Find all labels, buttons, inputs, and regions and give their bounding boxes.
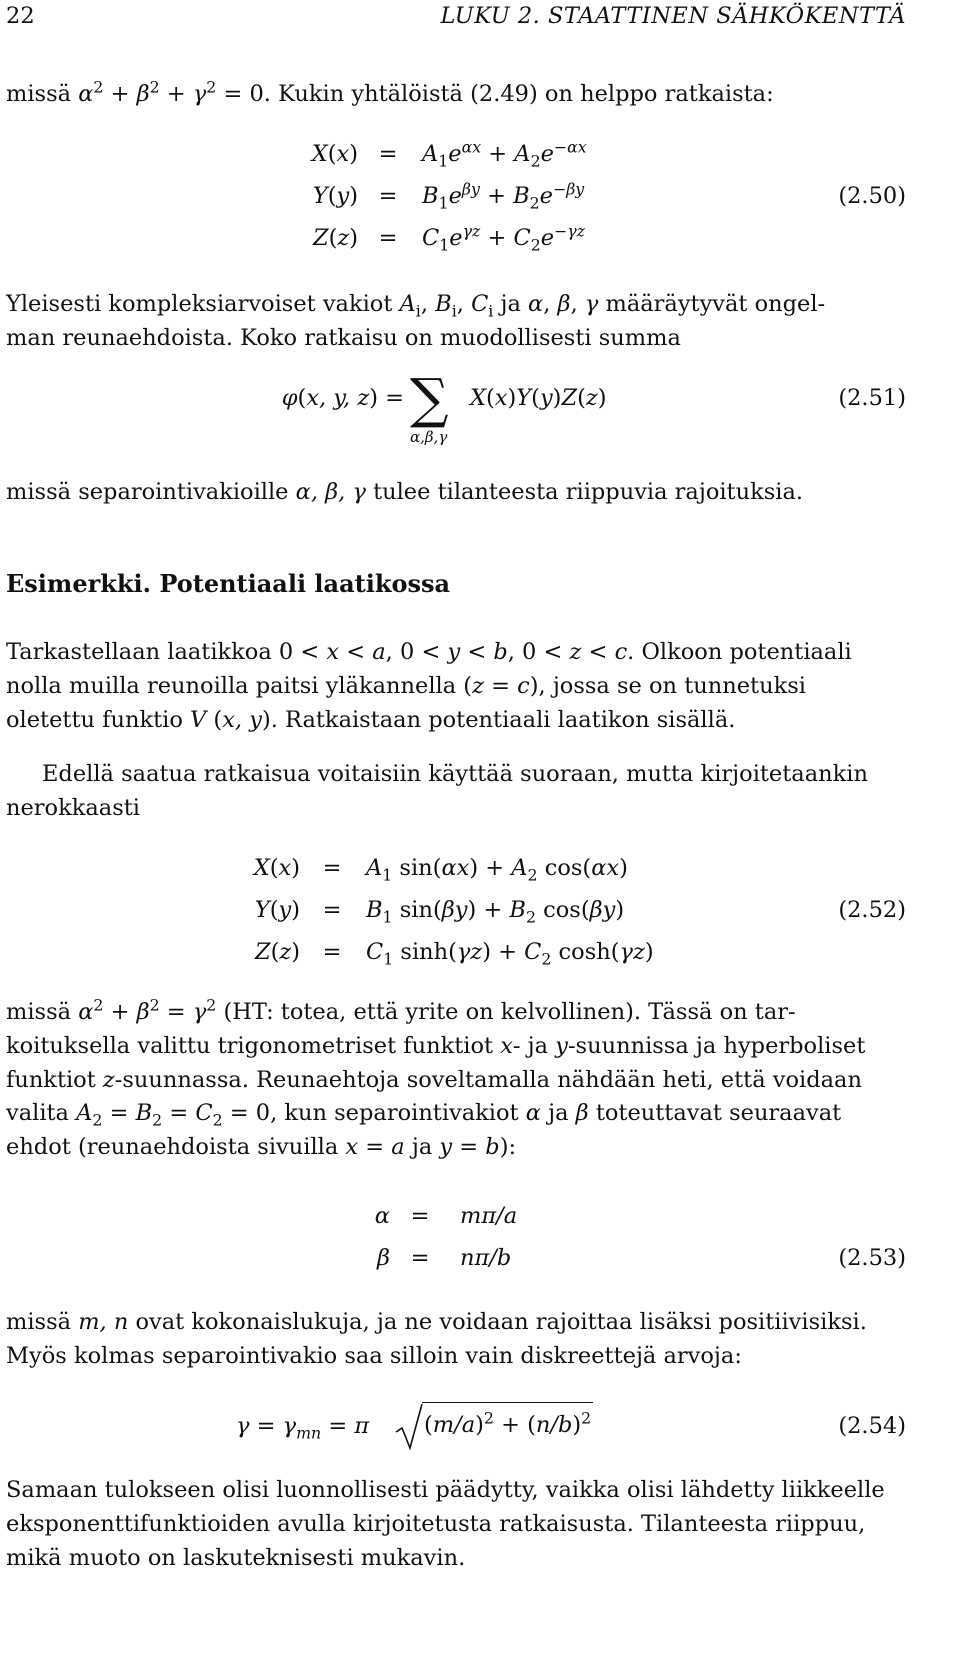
equation-relation: = bbox=[410, 1245, 430, 1271]
example-title: Esimerkki. Potentiaali laatikossa bbox=[6, 569, 451, 598]
text-line: missä separointivakioille α, β, γ tulee tilanteesta riippuvia rajoituksia. bbox=[6, 479, 804, 505]
equation-number: (2.53) bbox=[838, 1245, 906, 1271]
paragraph-separation bbox=[6, 476, 906, 510]
text-line: man reunaehdoista. Koko ratkaisu on muodollisesti summa bbox=[6, 324, 681, 351]
equation-2-51 bbox=[0, 367, 906, 456]
equation-row bbox=[0, 894, 906, 934]
text-line: Tarkastellaan laatikkoa 0 < x < a, 0 < y < b, 0 < z < c. Olkoon potentiaali bbox=[6, 639, 852, 665]
equation-row bbox=[0, 138, 906, 178]
equation-2-50 bbox=[0, 138, 906, 278]
running-header bbox=[6, 0, 906, 40]
equation-relation: = bbox=[322, 897, 342, 923]
text-line: funktiot z-suunnassa. Reunaehtoja soveltamalla nähdään heti, että voidaan bbox=[6, 1066, 862, 1093]
text-line: valita $A_2 = B_2 = C_2 = 0$, kun separointivakiot α ja β toteuttavat seuraavat bbox=[6, 1100, 842, 1130]
equation-lhs: $\gamma = \gamma_{mn} = \pi$ bbox=[236, 1413, 370, 1443]
text-line: Yleisesti kompleksiarvoiset vakiot $A_i$, $B_i$, $C_i$ ja α, β, γ määräytyvät ongel- bbox=[6, 291, 826, 321]
text-line: Samaan tulokseen olisi luonnollisesti päädytty, vaikka olisi lähdetty liikkeelle bbox=[6, 1477, 885, 1503]
text-line: missä m, n ovat kokonaislukuja, ja ne voidaan rajoittaa lisäksi positiivisiksi. bbox=[6, 1309, 867, 1335]
equation-lhs: φ(x, y, z) = bbox=[281, 385, 404, 411]
text-line: missä $\alpha^2 + \beta^2 = \gamma^2$ (HT: totea, että yrite on kelvollinen). Tässä on tar- bbox=[6, 995, 796, 1025]
equation-lhs: Z(z) bbox=[312, 225, 358, 251]
summation-index: α,β,γ bbox=[410, 428, 448, 446]
equation-rhs: $C_1e^{\gamma z} + C_2e^{-\gamma z}$ bbox=[422, 221, 585, 255]
equation-rhs: nπ/b bbox=[460, 1245, 512, 1271]
equation-row bbox=[0, 936, 906, 976]
paragraph-integers bbox=[6, 1306, 906, 1374]
equation-rhs: mπ/a bbox=[460, 1203, 518, 1229]
equation-rhs: $B_1e^{\beta y} + B_2e^{-\beta y}$ bbox=[422, 179, 585, 213]
text-line: nolla muilla reunoilla paitsi yläkannella (z = c), jossa se on tunnetuksi bbox=[6, 672, 806, 699]
text-line: eksponenttifunktioiden avulla kirjoitetusta ratkaisusta. Tilanteesta riippuu, bbox=[6, 1510, 866, 1537]
equation-number: (2.51) bbox=[838, 385, 906, 411]
equation-number: (2.50) bbox=[838, 183, 906, 209]
equation-lhs: X(x) bbox=[253, 855, 300, 881]
text-line: ehdot (reunaehdoista sivuilla x = a ja y = b): bbox=[6, 1134, 517, 1160]
equation-row bbox=[0, 222, 906, 262]
summation-symbol: ∑ bbox=[410, 367, 449, 430]
equation-relation: = bbox=[322, 939, 342, 965]
example-heading bbox=[6, 566, 906, 603]
radical-sign-icon bbox=[394, 1402, 424, 1452]
paragraph-ansatz bbox=[6, 758, 906, 826]
equation-row bbox=[0, 852, 906, 892]
equation-lhs: β bbox=[376, 1245, 390, 1271]
text-line: oletettu funktio V (x, y). Ratkaistaan potentiaali laatikon sisällä. bbox=[6, 706, 736, 733]
text-line: Myös kolmas separointivakio saa silloin vain diskreettejä arvoja: bbox=[6, 1342, 742, 1369]
equation-relation: = bbox=[378, 183, 398, 209]
equation-number: (2.52) bbox=[838, 897, 906, 923]
equation-row bbox=[0, 1242, 906, 1282]
paragraph-conclusion bbox=[6, 1474, 906, 1575]
equation-relation: = bbox=[410, 1203, 430, 1229]
equation-lhs: Y(y) bbox=[312, 183, 358, 209]
paragraph-constants bbox=[6, 288, 906, 356]
chapter-title: LUKU 2. STAATTINEN SÄHKÖKENTTÄ bbox=[440, 3, 906, 29]
equation-rhs: $C_1$ $\sinh(\gamma z) + C_2$ cosh(γz) bbox=[366, 939, 654, 969]
equation-2-53 bbox=[0, 1200, 906, 1290]
paragraph-boundary-conditions bbox=[6, 996, 906, 1165]
equation-lhs: Z(z) bbox=[254, 939, 300, 965]
text-line: koituksella valittu trigonometriset funktiot x- ja y-suunnissa ja hyperboliset bbox=[6, 1032, 866, 1059]
equation-2-54 bbox=[0, 1406, 906, 1466]
text-line: missä $\alpha^2 + \beta^2 + \gamma^2 = 0$. Kukin yhtälöistä (2.49) on helppo ratkaista: bbox=[6, 77, 774, 107]
equation-lhs: X(x) bbox=[311, 141, 358, 167]
text-line: mikä muoto on laskuteknisesti mukavin. bbox=[6, 1544, 466, 1571]
equation-rhs: X(x)Y(y)Z(z) bbox=[470, 385, 607, 411]
equation-relation: = bbox=[322, 855, 342, 881]
text-line: Edellä saatua ratkaisua voitaisiin käyttää suoraan, mutta kirjoitetaankin bbox=[42, 761, 868, 787]
equation-row bbox=[0, 1200, 906, 1240]
equation-lhs: Y(y) bbox=[254, 897, 300, 923]
paragraph-intro bbox=[6, 78, 906, 112]
text-line: nerokkaasti bbox=[6, 794, 140, 821]
equation-lhs: α bbox=[374, 1203, 390, 1229]
equation-rhs: $B_1$ $\sin(\beta y) + B_2$ cos(βy) bbox=[366, 897, 625, 927]
equation-number: (2.54) bbox=[838, 1413, 906, 1439]
paragraph-box-problem bbox=[6, 636, 906, 737]
equation-rhs: $A_1$ $\sin(\alpha x) + A_2$ cos(αx) bbox=[366, 855, 628, 885]
equation-relation: = bbox=[378, 141, 398, 167]
page-number: 22 bbox=[6, 3, 35, 29]
equation-relation: = bbox=[378, 225, 398, 251]
radicand: $(m/a)^2 + (n/b)^2$ bbox=[422, 1402, 593, 1443]
equation-rhs: $A_1e^{\alpha x} + A_2e^{-\alpha x}$ bbox=[422, 137, 587, 171]
equation-2-52 bbox=[0, 852, 906, 982]
equation-row bbox=[0, 180, 906, 220]
